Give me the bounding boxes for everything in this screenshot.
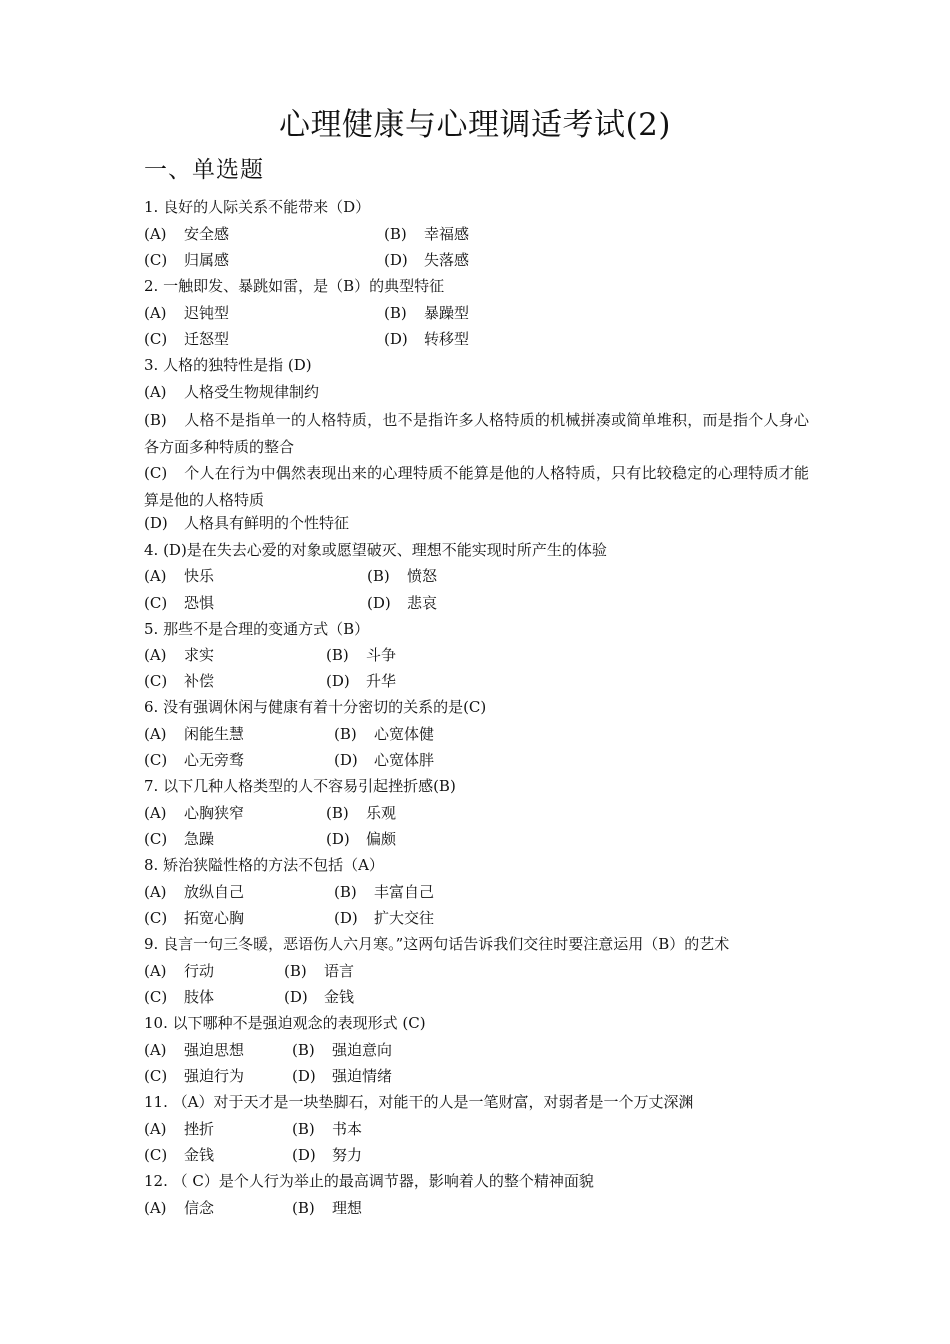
option-letter: (C) <box>144 909 168 927</box>
option-text: 偏颇 <box>366 830 397 848</box>
option <box>367 593 437 613</box>
option-text: 金钱 <box>324 988 355 1006</box>
option-text: 信念 <box>184 1199 215 1217</box>
option <box>144 382 319 402</box>
option-letter: (C) <box>144 672 168 690</box>
option <box>292 1066 392 1086</box>
option-text: 幸福感 <box>424 225 470 243</box>
option-text: 挫折 <box>184 1120 215 1138</box>
option-letter: (B) <box>144 411 167 429</box>
option-letter: (D) <box>284 988 308 1006</box>
option-letter: (B) <box>384 225 407 243</box>
option-text: 恐惧 <box>184 594 215 612</box>
question-stem: 9. 良言一句三冬暖，恶语伤人六月寒。”这两句话告诉我们交往时要注意运用（B）的艺术 <box>144 935 730 953</box>
option-letter: (D) <box>384 251 408 269</box>
option-letter: (B) <box>367 567 390 585</box>
option-letter: (B) <box>384 304 407 322</box>
option-letter: (A) <box>144 1041 167 1059</box>
option <box>384 250 469 270</box>
option-letter: (A) <box>144 962 167 980</box>
option <box>367 566 437 586</box>
option-text: 暴躁型 <box>424 304 470 322</box>
option-text: 悲哀 <box>407 594 438 612</box>
option-text: 强迫意向 <box>332 1041 393 1059</box>
question-stem: 2. 一触即发、暴跳如雷，是（B）的典型特征 <box>144 277 445 295</box>
option <box>326 645 396 665</box>
option <box>144 671 214 691</box>
option <box>144 1119 214 1139</box>
option <box>144 224 229 244</box>
option-letter: (C) <box>144 988 168 1006</box>
question-stem: 5. 那些不是合理的变通方式（B） <box>144 620 370 638</box>
option <box>334 750 434 770</box>
option-letter: (C) <box>144 1067 168 1085</box>
option-text: 转移型 <box>424 330 470 348</box>
option-text: 心胸狭窄 <box>184 804 245 822</box>
option-text: 放纵自己 <box>184 883 245 901</box>
option-letter: (A) <box>144 304 167 322</box>
option-text: 人格受生物规律制约 <box>184 383 320 401</box>
option-text: 心无旁骛 <box>184 751 245 769</box>
option-letter: (C) <box>144 330 168 348</box>
option-letter: (A) <box>144 383 167 401</box>
option <box>144 566 214 586</box>
option-letter: (B) <box>326 804 349 822</box>
option-long <box>144 407 809 461</box>
option <box>144 329 229 349</box>
option-letter: (A) <box>144 1199 167 1217</box>
option-letter: (D) <box>326 830 350 848</box>
option-text: 金钱 <box>184 1146 215 1164</box>
option-text: 人格具有鲜明的个性特征 <box>184 514 350 532</box>
option-letter: (D) <box>367 594 391 612</box>
option <box>144 803 244 823</box>
option <box>144 724 244 744</box>
question-stem: 10. 以下哪种不是强迫观念的表现形式 (C) <box>144 1014 426 1032</box>
option <box>284 987 354 1007</box>
option-text: 努力 <box>332 1146 363 1164</box>
option-text: 归属感 <box>184 251 230 269</box>
option-letter: (B) <box>284 962 307 980</box>
option-text: 人格不是指单一的人格特质，也不是指许多人格特质的机械拼凑或简单堆积，而是指个人身心各方面多种特质的整合 <box>144 411 809 456</box>
option-text: 斗争 <box>366 646 397 664</box>
option-text: 失落感 <box>424 251 470 269</box>
option-text: 个人在行为中偶然表现出来的心理特质不能算是他的人格特质，只有比较稳定的心理特质才能算是他的人格特质 <box>144 464 809 509</box>
option-letter: (D) <box>334 751 358 769</box>
option <box>292 1119 362 1139</box>
question-stem: 6. 没有强调休闲与健康有着十分密切的关系的是(C) <box>144 698 487 716</box>
option-text: 书本 <box>332 1120 363 1138</box>
option-text: 升华 <box>366 672 397 690</box>
option-letter: (D) <box>292 1146 316 1164</box>
option-letter: (C) <box>144 251 168 269</box>
option-letter: (D) <box>334 909 358 927</box>
option-text: 安全感 <box>184 225 230 243</box>
option-text: 肢体 <box>184 988 215 1006</box>
option-text: 心宽体健 <box>374 725 435 743</box>
option <box>292 1198 362 1218</box>
option <box>144 1145 214 1165</box>
option <box>144 750 244 770</box>
option-text: 强迫行为 <box>184 1067 245 1085</box>
option <box>144 250 229 270</box>
option-text: 丰富自己 <box>374 883 435 901</box>
question-stem: 8. 矫治狭隘性格的方法不包括（A） <box>144 856 384 874</box>
option-text: 迁怒型 <box>184 330 230 348</box>
option-letter: (D) <box>144 514 168 532</box>
option-text: 求实 <box>184 646 215 664</box>
option <box>144 882 244 902</box>
page-title: 心理健康与心理调适考试(2) <box>279 107 671 143</box>
option <box>292 1145 362 1165</box>
question-stem: 4. (D)是在失去心爱的对象或愿望破灭、理想不能实现时所产生的体验 <box>144 541 607 559</box>
option-letter: (B) <box>326 646 349 664</box>
section-heading: 一、单选题 <box>144 157 264 183</box>
option <box>144 987 214 1007</box>
question-stem: 11. （A）对于天才是一块垫脚石，对能干的人是一笔财富，对弱者是一个万丈深渊 <box>144 1093 694 1111</box>
question-stem: 12. （ C）是个人行为举止的最高调节器，影响着人的整个精神面貌 <box>144 1172 594 1190</box>
option-letter: (B) <box>292 1120 315 1138</box>
option-letter: (C) <box>144 594 168 612</box>
option-text: 心宽体胖 <box>374 751 435 769</box>
option-text: 语言 <box>324 962 355 980</box>
option-letter: (B) <box>334 883 357 901</box>
option <box>292 1040 392 1060</box>
option-letter: (D) <box>384 330 408 348</box>
option <box>144 645 214 665</box>
option-text: 强迫思想 <box>184 1041 245 1059</box>
option-text: 理想 <box>332 1199 363 1217</box>
option-letter: (A) <box>144 646 167 664</box>
option <box>144 1040 244 1060</box>
option <box>144 829 214 849</box>
option-letter: (A) <box>144 225 167 243</box>
option-text: 行动 <box>184 962 215 980</box>
option-letter: (A) <box>144 725 167 743</box>
option <box>144 961 214 981</box>
option-text: 快乐 <box>184 567 215 585</box>
question-stem: 1. 良好的人际关系不能带来（D） <box>144 198 371 216</box>
option-letter: (A) <box>144 567 167 585</box>
option <box>384 224 469 244</box>
option <box>144 513 349 533</box>
option <box>144 1198 214 1218</box>
option-letter: (D) <box>326 672 350 690</box>
option-letter: (D) <box>292 1067 316 1085</box>
option <box>144 908 244 928</box>
option <box>334 724 434 744</box>
question-stem: 3. 人格的独特性是指 (D) <box>144 356 312 374</box>
option-letter: (C) <box>144 1146 168 1164</box>
option-letter: (B) <box>334 725 357 743</box>
option-text: 乐观 <box>366 804 397 822</box>
option-letter: (C) <box>144 751 168 769</box>
option <box>384 303 469 323</box>
option-text: 急躁 <box>184 830 215 848</box>
option <box>384 329 469 349</box>
option-letter: (B) <box>292 1041 315 1059</box>
option-text: 闲能生慧 <box>184 725 245 743</box>
option-text: 强迫情绪 <box>332 1067 393 1085</box>
option-text: 迟钝型 <box>184 304 230 322</box>
option <box>334 882 434 902</box>
option <box>334 908 434 928</box>
option <box>326 803 396 823</box>
option-text: 扩大交往 <box>374 909 435 927</box>
option-letter: (A) <box>144 804 167 822</box>
option-letter: (A) <box>144 1120 167 1138</box>
option-text: 愤怒 <box>407 567 438 585</box>
option <box>144 303 229 323</box>
option-text: 拓宽心胸 <box>184 909 245 927</box>
option-letter: (A) <box>144 883 167 901</box>
option-letter: (B) <box>292 1199 315 1217</box>
option <box>326 829 396 849</box>
option-letter: (C) <box>144 464 168 482</box>
question-stem: 7. 以下几种人格类型的人不容易引起挫折感(B) <box>144 777 456 795</box>
option <box>284 961 354 981</box>
option-letter: (C) <box>144 830 168 848</box>
option-long <box>144 460 809 514</box>
option <box>326 671 396 691</box>
option <box>144 1066 244 1086</box>
option <box>144 593 214 613</box>
option-text: 补偿 <box>184 672 215 690</box>
